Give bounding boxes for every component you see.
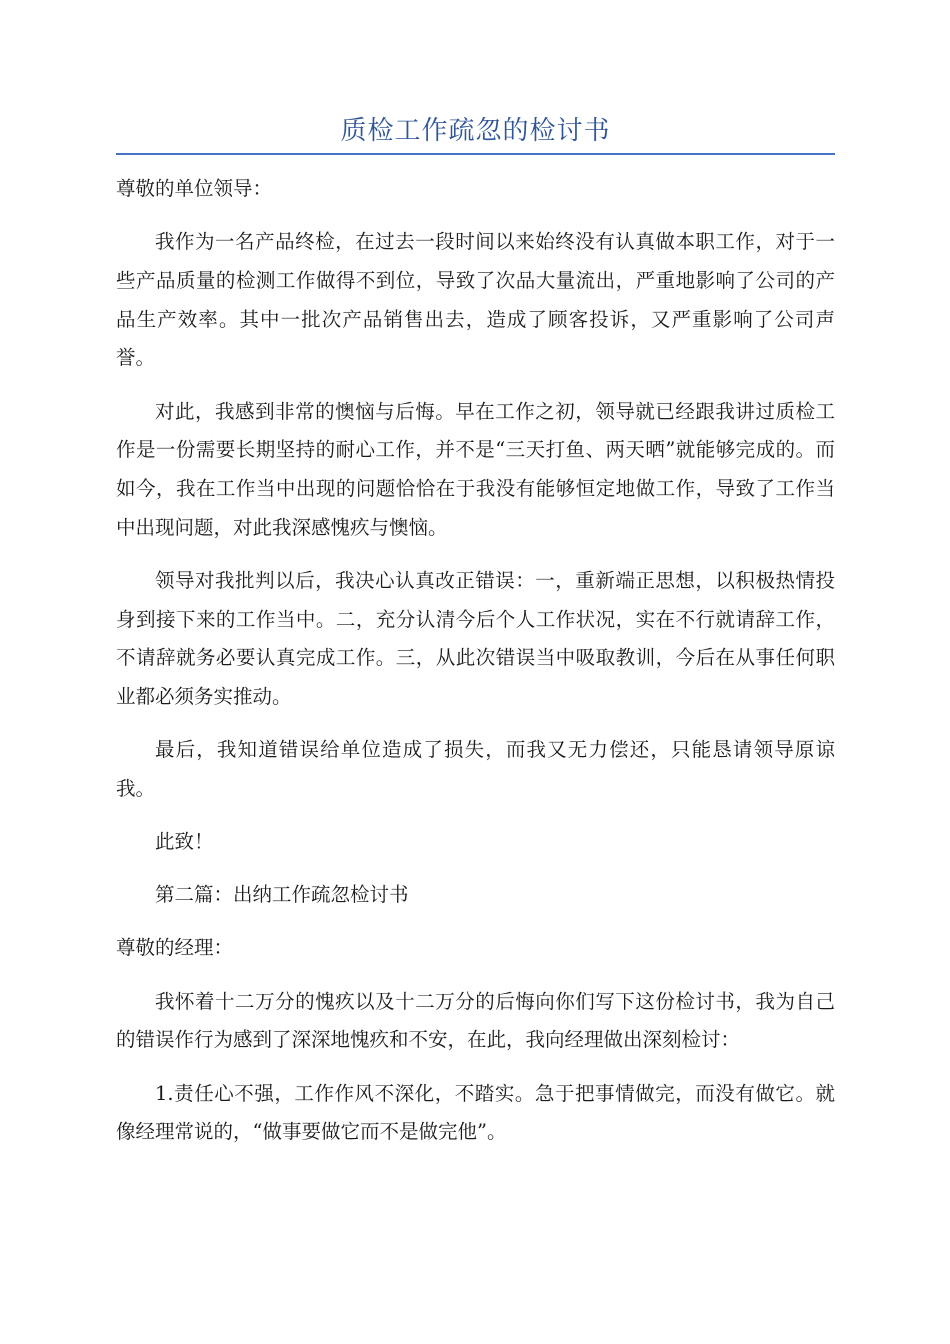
- closing-line: 此致！: [155, 830, 214, 854]
- salutation: 尊敬的经理：: [116, 936, 234, 960]
- body-paragraph: 领导对我批判以后，我决心认真改正错误：一，重新端正思想，以积极热情投身到接下来的工作当中。二，充分认清今后个人工作状况，实在不行就请辞工作，不请辞就务必要认真完成工作。三，从此次错误当中吸取教训，今后在从事任何职业都必须务实推动。: [116, 568, 835, 708]
- body-paragraph: 我作为一名产品终检，在过去一段时间以来始终没有认真做本职工作，对于一些产品质量的检测工作做得不到位，导致了次品大量流出，严重地影响了公司的产品生产效率。其中一批次产品销售出去，造成了顾客投诉，又严重影响了公司声誉。: [116, 230, 835, 370]
- body-paragraph: 最后，我知道错误给单位造成了损失，而我又无力偿还，只能恳请领导原谅我。: [116, 738, 835, 800]
- body-paragraph: 我怀着十二万分的愧疚以及十二万分的后悔向你们写下这份检讨书，我为自己的错误作行为感到了深深地愧疚和不安，在此，我向经理做出深刻检讨：: [116, 989, 835, 1052]
- document-body: [116, 170, 835, 1166]
- salutation: 尊敬的单位领导：: [116, 177, 273, 200]
- document-title: 质检工作疏忽的检讨书: [340, 116, 611, 146]
- body-paragraph: 对此，我感到非常的懊恼与后悔。早在工作之初，领导就已经跟我讲过质检工作是一份需要长期坚持的耐心工作，并不是“三天打鱼、两天晒”就能够完成的。而如今，我在工作当中出现的问题恰恰在于我没有能够恒定地做工作，导致了工作当中出现问题，对此我深感愧疚与懊恼。: [116, 399, 835, 539]
- title-underline: [116, 153, 835, 155]
- list-item: 1.责任心不强，工作作风不深化，不踏实。急于把事情做完，而没有做它。就像经理常说的，“做事要做它而不是做完他”。: [116, 1081, 835, 1144]
- section-heading: 第二篇：出纳工作疏忽检讨书: [155, 883, 409, 907]
